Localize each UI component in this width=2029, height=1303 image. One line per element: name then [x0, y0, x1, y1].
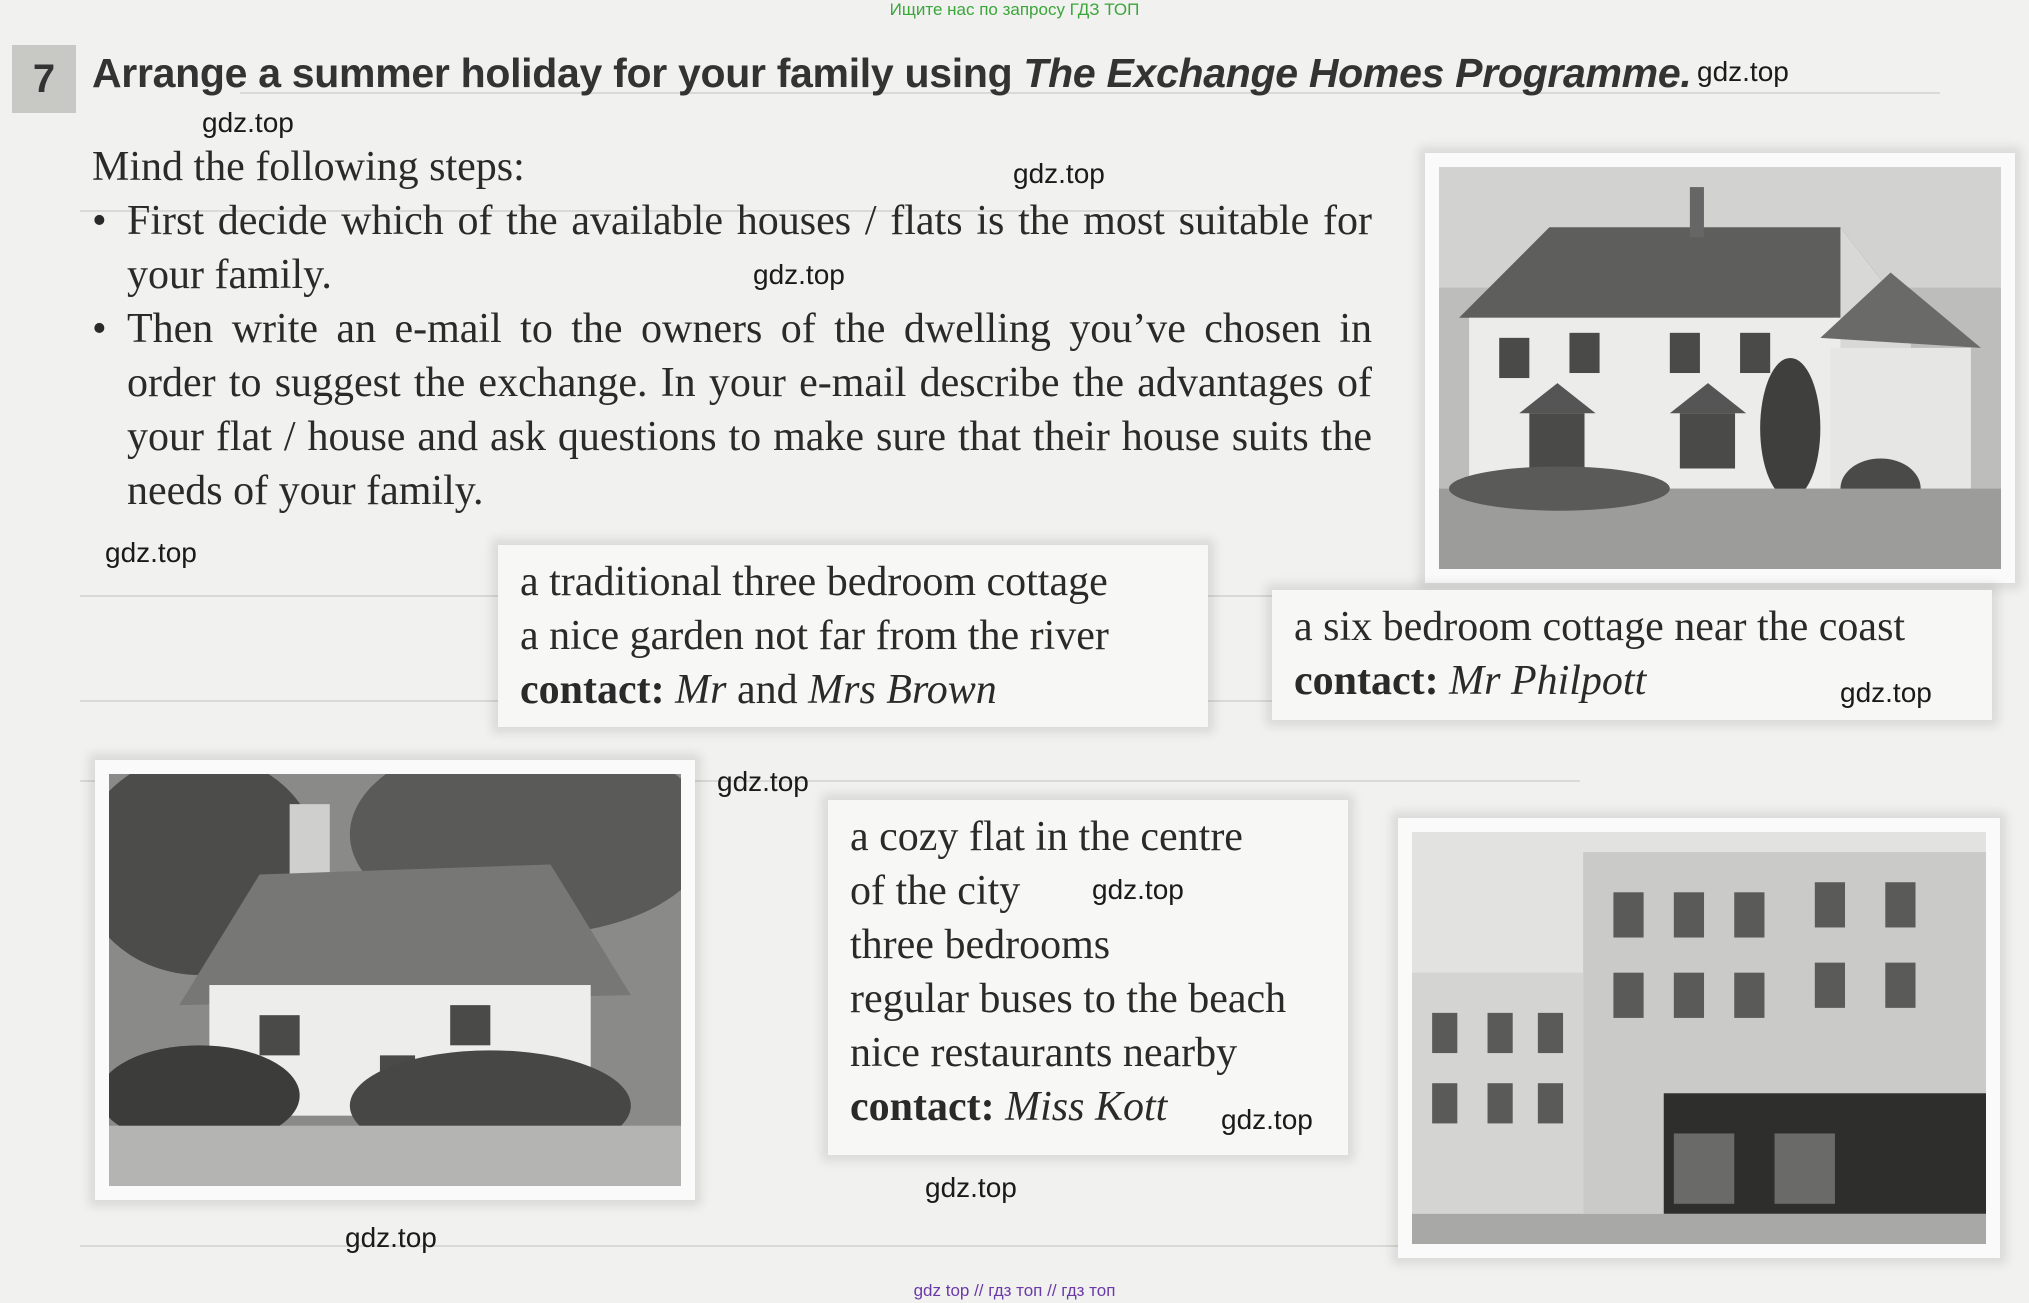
listing-description: a nice garden not far from the river	[520, 613, 1109, 659]
house-image	[1439, 167, 2001, 569]
step-2: • Then write an e-mail to the owners of the dwelling you’ve chosen in order to suggest the exchange. In your e-mail describe the advantages of your flat / house and ask questions to make sure that their house suits the needs of your family.	[92, 302, 1372, 518]
step-1: • First decide which of the available houses / flats is the most suitable for your family.	[92, 194, 1372, 302]
listing-description: a cozy flat in the centre	[850, 814, 1243, 860]
cottage-image	[109, 774, 681, 1186]
watermark: gdz.top	[345, 1222, 437, 1253]
instructions	[92, 140, 1372, 518]
listing-description: nice restaurants nearby	[850, 1030, 1238, 1076]
listing-description: a six bedroom cottage near the coast	[1294, 604, 1906, 650]
watermark: gdz.top	[753, 259, 845, 290]
watermark: gdz.top	[1092, 874, 1184, 905]
watermark: gdz.top	[925, 1172, 1017, 1203]
watermark: gdz.top	[1697, 56, 1789, 87]
contact-label: contact:	[1294, 658, 1439, 704]
contact-name: Miss Kott	[1005, 1084, 1168, 1130]
watermark: gdz.top	[202, 107, 294, 138]
listing-contact	[520, 663, 1186, 717]
programme-name: The Exchange Homes Programme.	[1023, 50, 1692, 96]
listing-description: three bedrooms	[850, 922, 1111, 968]
intro-text: Mind the following steps:	[92, 144, 525, 190]
task-title	[92, 50, 1691, 97]
task-title-text: Arrange a summer holiday for your family using	[92, 50, 1024, 96]
listing-description: a traditional three bedroom cottage	[520, 559, 1108, 605]
listing-card-brown	[498, 545, 1208, 727]
contact-name: Mrs Brown	[808, 667, 997, 713]
building-image	[1412, 832, 1986, 1244]
bottom-banner: gdz top // гдз топ // гдз топ	[913, 1281, 1116, 1300]
listing-description: of the city	[850, 868, 1021, 914]
listing-description: regular buses to the beach	[850, 976, 1287, 1022]
top-banner: Ищите нас по запросу ГДЗ ТОП	[889, 0, 1140, 19]
watermark: gdz.top	[1013, 158, 1105, 189]
photo-detached-house	[1425, 153, 2015, 583]
contact-name: Mr	[675, 667, 727, 713]
listing-card-kott	[828, 800, 1348, 1155]
contact-label: contact:	[520, 667, 665, 713]
watermark: gdz.top	[1840, 677, 1932, 708]
watermark: gdz.top	[1221, 1104, 1313, 1135]
photo-city-building	[1398, 818, 2000, 1258]
contact-and: and	[736, 667, 798, 713]
contact-name: Mr Philpott	[1449, 658, 1647, 704]
photo-thatched-cottage	[95, 760, 695, 1200]
contact-label: contact:	[850, 1084, 995, 1130]
task-number: 7	[12, 45, 76, 113]
watermark: gdz.top	[717, 766, 809, 797]
watermark: gdz.top	[105, 537, 197, 568]
